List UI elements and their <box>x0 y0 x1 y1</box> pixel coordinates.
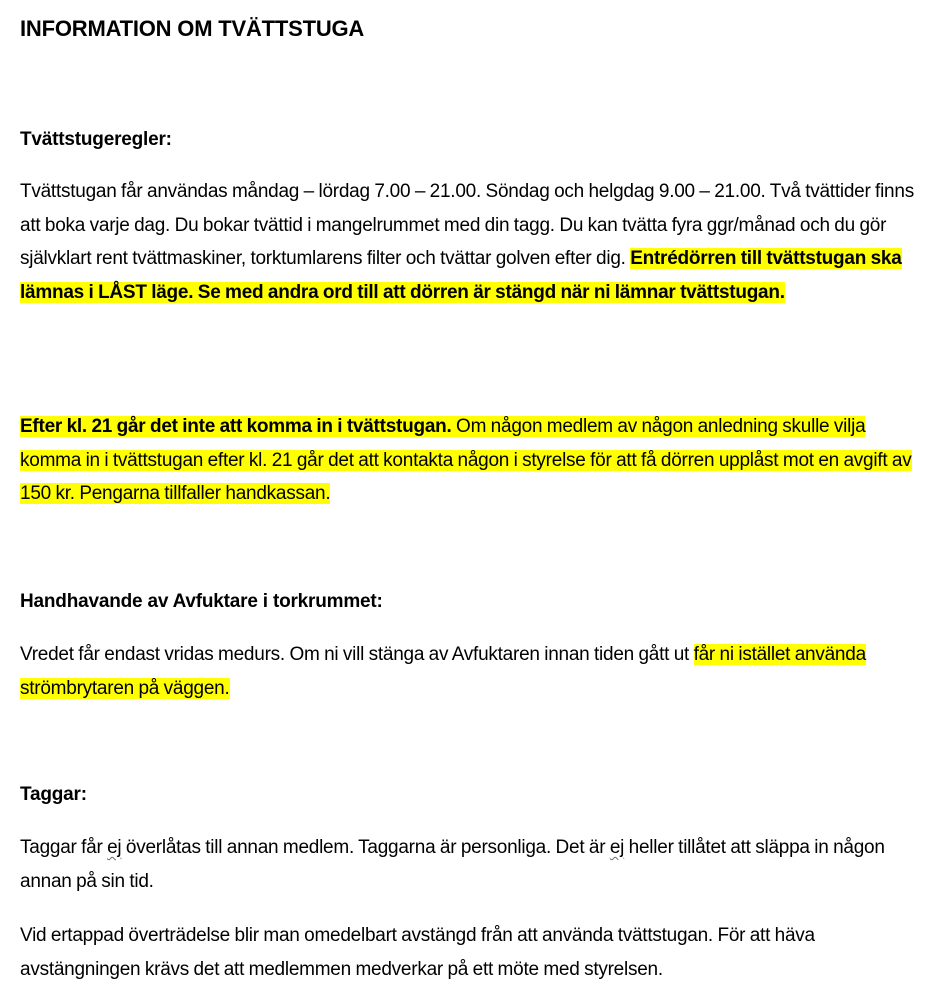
dehumidifier-text: Vredet får endast vridas medurs. Om ni vill stänga av Avfuktaren innan tiden gått ut <box>20 644 694 665</box>
tags-text-c: heller tillåtet att släppa in någon annan på sin tid. <box>20 837 885 892</box>
spellcheck-word-ej: ej <box>107 837 122 858</box>
dehumidifier-heading: Handhavande av Avfuktare i torkrummet: <box>20 591 383 612</box>
tags-text-a: Taggar får <box>20 837 108 858</box>
dehumidifier-paragraph <box>20 638 920 705</box>
violation-paragraph: Vid ertappad överträdelse blir man omedelbart avstängd från att använda tvättstugan. För att häva avstängningen krävs det att medlemmen medverkar på ett möte med styrelsen. <box>20 925 815 980</box>
dehumidifier-highlight: får ni istället använda strömbrytaren på väggen. <box>20 644 866 699</box>
after-hours-paragraph <box>20 410 920 511</box>
document-title: INFORMATION OM TVÄTTSTUGA <box>20 16 365 41</box>
rules-heading: Tvättstugeregler: <box>20 129 172 150</box>
after-hours-notice: Efter kl. 21 går det inte att komma in i tvättstugan. <box>20 416 452 437</box>
rules-paragraph <box>20 175 920 309</box>
after-hours-details: Om någon medlem av någon anledning skulle vilja komma in i tvättstugan efter kl. 21 går det att kontakta någon i styrelse för att få dörren upplåst mot en avgift av 150 kr. Pengarna tillfaller handkassan. <box>20 416 912 504</box>
tags-heading: Taggar: <box>20 784 87 805</box>
rules-text: Tvättstugan får användas måndag – lördag 7.00 – 21.00. Söndag och helgdag 9.00 – 21.00. Två tvättider finns att boka varje dag. Du bokar tvättid i mangelrummet med din tagg. Du kan tvätta fyra ggr/månad och du gör självklart rent tvättmaskiner, torktumlarens filter och tvättar golven efter dig. <box>20 181 914 269</box>
locked-door-notice: Entrédörren till tvättstugan ska lämnas i LÅST läge. Se med andra ord till att dörren är stängd när ni lämnar tvättstugan. <box>20 248 902 303</box>
tags-paragraph <box>20 831 920 898</box>
spellcheck-word-ej-2: ej <box>609 837 625 858</box>
tags-text-b: överlåtas till annan medlem. Taggarna är personliga. Det är <box>121 837 610 858</box>
